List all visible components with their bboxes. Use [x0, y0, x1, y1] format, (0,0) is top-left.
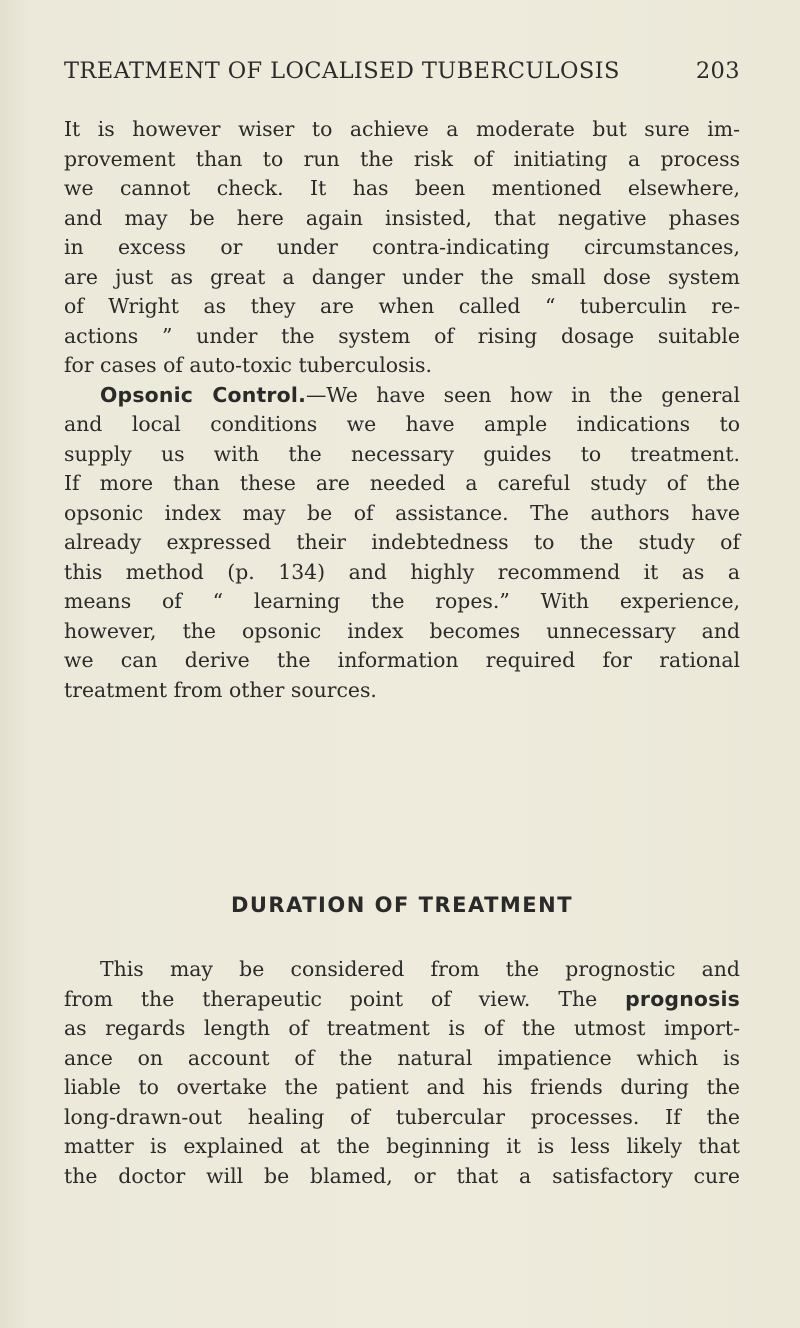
text-line: means of “ learning the ropes.” With experience, [64, 589, 740, 613]
bold-term-prognosis: prognosis [625, 986, 740, 1011]
text-run: —We have seen how in the general [306, 382, 740, 407]
text-line: matter is explained at the beginning it is less likely that [64, 1134, 740, 1158]
text-line: of Wright as they are when called “ tuberculin re- [64, 294, 740, 318]
text-line: opsonic index may be of assistance. The authors have [64, 500, 740, 525]
running-title: TREATMENT OF LOCALISED TUBERCULOSIS [64, 58, 620, 84]
text-line: and local conditions we have ample indications to [64, 412, 740, 436]
text-line: we cannot check. It has been mentioned elsewhere, [64, 176, 740, 200]
text-line: already expressed their indebtedness to the study of [64, 530, 740, 554]
text-line: actions ” under the system of rising dosage suitable [64, 323, 740, 348]
text-line: If more than these are needed a careful study of the [64, 471, 740, 495]
section-heading: DURATION OF TREATMENT [230, 893, 574, 917]
text-line [64, 987, 740, 1017]
text-run: from the therapeutic point of view. The [64, 986, 626, 1011]
text-line: however, the opsonic index becomes unnecessary and [64, 618, 740, 643]
text-line: for cases of auto-toxic tuberculosis. [64, 353, 432, 377]
text-line: and may be here again insisted, that negative phases [64, 205, 740, 230]
text-line: treatment from other sources. [64, 677, 377, 702]
text-line: in excess or under contra-indicating circumstances, [64, 235, 740, 259]
text-line: provement than to run the risk of initiating a process [64, 146, 740, 171]
page-number: 203 [695, 58, 740, 84]
text-line: the doctor will be blamed, or that a satisfactory cure [64, 1163, 740, 1188]
text-line: as regards length of treatment is of the utmost import- [64, 1016, 740, 1040]
run-in-heading-opsonic-control: Opsonic Control. [100, 382, 307, 407]
text-line: supply us with the necessary guides to treatment. [64, 441, 740, 466]
paragraph-opsonic-control [64, 383, 740, 708]
paragraph-risk-of-overdosing [64, 117, 740, 383]
text-line: this method (p. 134) and highly recommend it as a [64, 559, 740, 584]
text-line: are just as great a danger under the small dose system [64, 264, 740, 289]
paragraph-duration [64, 957, 740, 1193]
text-line [64, 383, 740, 413]
text-line: It is however wiser to achieve a moderate but sure im- [64, 117, 740, 141]
text-line: This may be considered from the prognostic and [100, 957, 740, 981]
text-line: we can derive the information required for rational [64, 648, 740, 672]
text-line: ance on account of the natural impatience which is [64, 1045, 740, 1070]
text-line: long-drawn-out healing of tubercular processes. If the [64, 1104, 740, 1129]
text-line: liable to overtake the patient and his friends during the [64, 1075, 740, 1099]
